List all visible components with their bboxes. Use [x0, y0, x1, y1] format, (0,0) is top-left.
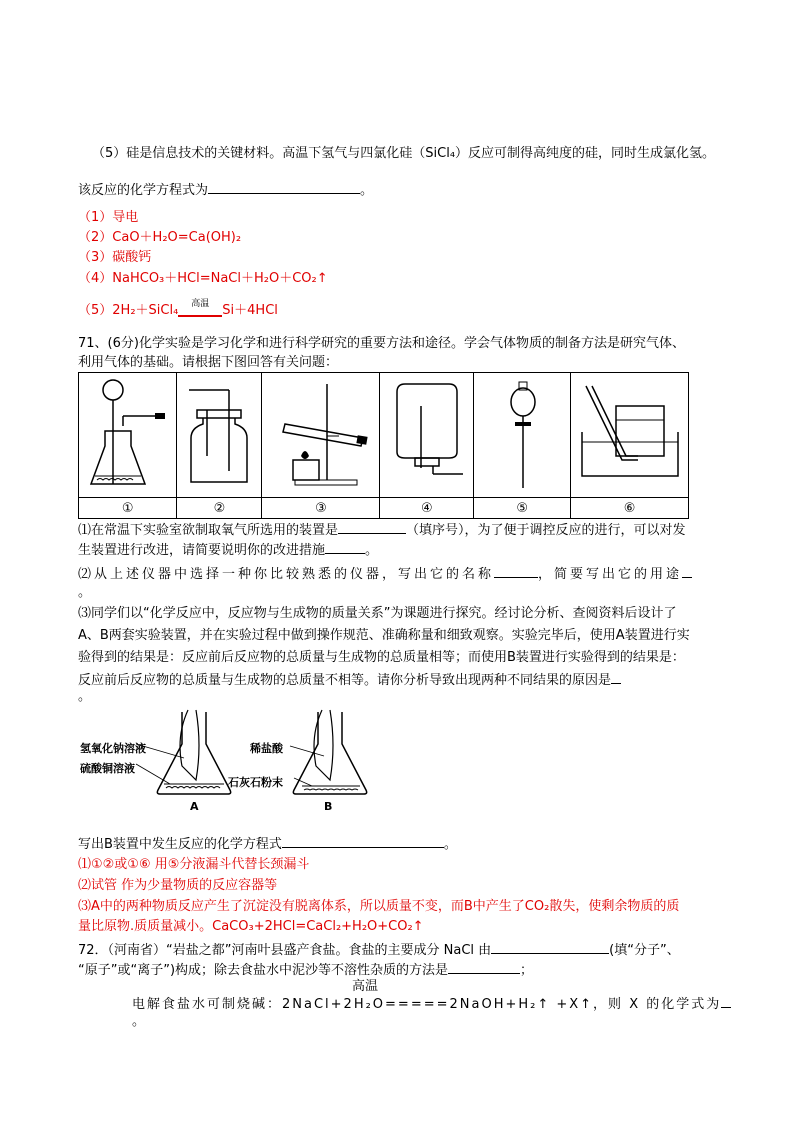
label-flask-b: B	[324, 800, 333, 813]
q72-line4: 。	[132, 1014, 146, 1029]
apparatus-label-5: ⑤	[474, 498, 571, 519]
q70-answer-1: （1）导电	[78, 210, 139, 225]
q72-condition: 高温	[352, 979, 379, 994]
apparatus-4-cell	[380, 373, 474, 498]
q71-answer-2: ⑵试管 作为少量物质的反应容器等	[78, 878, 278, 893]
apparatus-3-cell	[262, 373, 380, 498]
q70-part5-end: 。	[360, 183, 374, 198]
q71-sub1-end: 。	[365, 543, 379, 558]
q71-intro-line2: 利用气体的基础。请根据下图回答有关问题：	[78, 355, 339, 370]
q71-sub3-line5: 。	[78, 689, 92, 704]
label-cuso4-solution: 硫酸铜溶液	[80, 762, 135, 775]
q70-answer5-suffix: Si＋4HCl	[222, 303, 278, 318]
q70-answer-3: （3）碳酸钙	[78, 250, 152, 265]
q71-sub1-line2	[78, 540, 378, 560]
answer-blank[interactable]	[325, 540, 365, 554]
q71-answer-1: ⑴①②或①⑥ 用⑤分液漏斗代替长颈漏斗	[78, 857, 310, 872]
answer-blank[interactable]	[721, 994, 731, 1008]
q70-part5-line2	[78, 180, 373, 200]
q72-text-a: 72．（河南省）“岩盐之都”河南叶县盛产食盐。食盐的主要成分 NaCl 由	[78, 943, 492, 958]
answer-blank[interactable]	[682, 564, 692, 578]
q70-answer-4: （4）NaHCO₃＋HCl=NaCl＋H₂O＋CO₂↑	[78, 271, 328, 286]
q71-sub3-line3: 验得到的结果是：反应前后反应物的总质量与生成物的总质量相等；而使用B装置进行实验得到的结果是：	[78, 650, 685, 665]
label-dilute-hcl: 稀盐酸	[250, 742, 283, 755]
q71-sub2-line2: 。	[78, 585, 92, 600]
q71-sub2-text-b: ，简要写出它的用途	[538, 567, 683, 582]
q71-intro-line1: 71、(6分)化学实验是学习化学和进行科学研究的重要方法和途径。学会气体物质的制备方法是研究气体、	[78, 336, 685, 351]
erlenmeyer-flask-with-funnel-icon	[83, 376, 173, 494]
answer-blank[interactable]	[282, 834, 444, 848]
q70-answer-5	[78, 299, 278, 320]
answer-blank[interactable]	[611, 670, 621, 684]
apparatus-label-6: ⑥	[571, 498, 689, 519]
apparatus-label-4: ④	[380, 498, 474, 519]
q71-sub3-text: 反应前后反应物的总质量与生成物的总质量不相等。请你分析导致出现两种不同结果的原因是	[78, 673, 612, 688]
experiment-figure	[78, 706, 408, 816]
apparatus-label-3: ③	[262, 498, 380, 519]
q72-text-c: “原子”或“离子”)构成；除去食盐水中泥沙等不溶性杂质的方法是	[78, 963, 449, 978]
q70-part5-line1: （5）硅是信息技术的关键材料。高温下氢气与四氯化硅（SiCl₄）反应可制得高纯度的硅，同时生成氯化氢。	[92, 146, 716, 161]
q72-line3	[132, 994, 731, 1014]
apparatus-1-cell	[79, 373, 177, 498]
answer-blank[interactable]	[338, 520, 406, 534]
answer-blank[interactable]	[208, 180, 360, 194]
q71-answer-3b: 量比原物.质质量减小。CaCO₃+2HCl=CaCl₂+H₂O+CO₂↑	[78, 919, 424, 934]
q71-sub3-line2: A、B两套实验装置，并在实验过程中做到操作规范、准确称量和细致观察。实验完毕后，使用A装置进行实	[78, 628, 690, 643]
q72-line1	[78, 940, 680, 960]
apparatus-6-cell	[571, 373, 689, 498]
q71-sub3-line4	[78, 670, 621, 690]
q71-sub4-line	[78, 834, 457, 854]
q71-sub1-line1	[78, 520, 686, 540]
gas-collection-bottle-icon	[179, 376, 259, 494]
q71-sub2-text-a: ⑵从上述仪器中选择一种你比较熟悉的仪器，写出它的名称	[78, 567, 495, 582]
q71-answer-3a: ⑶A中的两种物质反应产生了沉淀没有脱离体系，所以质量不变，而B中产生了CO₂散失，使剩余物质的质	[78, 899, 680, 914]
answer-blank[interactable]	[491, 940, 609, 954]
q72-text-b: (填“分子”、	[609, 943, 680, 958]
water-trough-collection-icon	[574, 376, 686, 494]
q70-answer-2: （2）CaO＋H₂O=Ca(OH)₂	[78, 230, 242, 245]
answer-blank[interactable]	[494, 564, 538, 578]
apparatus-table	[78, 372, 689, 519]
q71-sub1-text-a: ⑴在常温下实验室欲制取氧气所选用的装置是	[78, 523, 339, 538]
q71-sub1-text-b: （填序号），为了便于调控反应的进行，可以对发	[406, 523, 686, 538]
apparatus-5-cell	[474, 373, 571, 498]
label-naoh-solution: 氢氧化钠溶液	[80, 742, 146, 755]
q71-sub4-end: 。	[443, 837, 457, 852]
answer-blank[interactable]	[448, 960, 520, 974]
reaction-arrow	[178, 299, 222, 317]
q70-answer5-prefix: （5）2H₂＋SiCl₄	[78, 303, 179, 318]
label-flask-a: A	[190, 800, 199, 813]
reaction-condition: 高温	[191, 299, 210, 309]
apparatus-2-cell	[177, 373, 262, 498]
label-limestone-powder: 石灰石粉末	[228, 776, 283, 789]
heating-test-tube-icon	[265, 376, 377, 494]
q72-line2	[78, 960, 533, 980]
q71-sub1-text-c: 生装置进行改进，请简要说明你的改进措施	[78, 543, 326, 558]
q71-sub4-text: 写出B装置中发生反应的化学方程式	[78, 837, 282, 852]
apparatus-label-2: ②	[177, 498, 262, 519]
q71-sub3-line1: ⑶同学们以“化学反应中，反应物与生成物的质量关系”为课题进行探究。经讨论分析、查阅资料后设计了	[78, 606, 677, 621]
q72-text-e: 电解食盐水可制烧碱：2NaCl+2H₂O=====2NaOH+H₂↑ +X↑，则 X 的化学式为	[132, 997, 722, 1012]
inverted-bottle-icon	[383, 376, 471, 494]
separatory-funnel-icon	[477, 376, 567, 494]
q70-part5-prompt: 该反应的化学方程式为	[78, 183, 209, 198]
q72-text-d: ；	[520, 963, 534, 978]
q71-sub2-line1	[78, 564, 692, 584]
apparatus-label-1: ①	[79, 498, 177, 519]
